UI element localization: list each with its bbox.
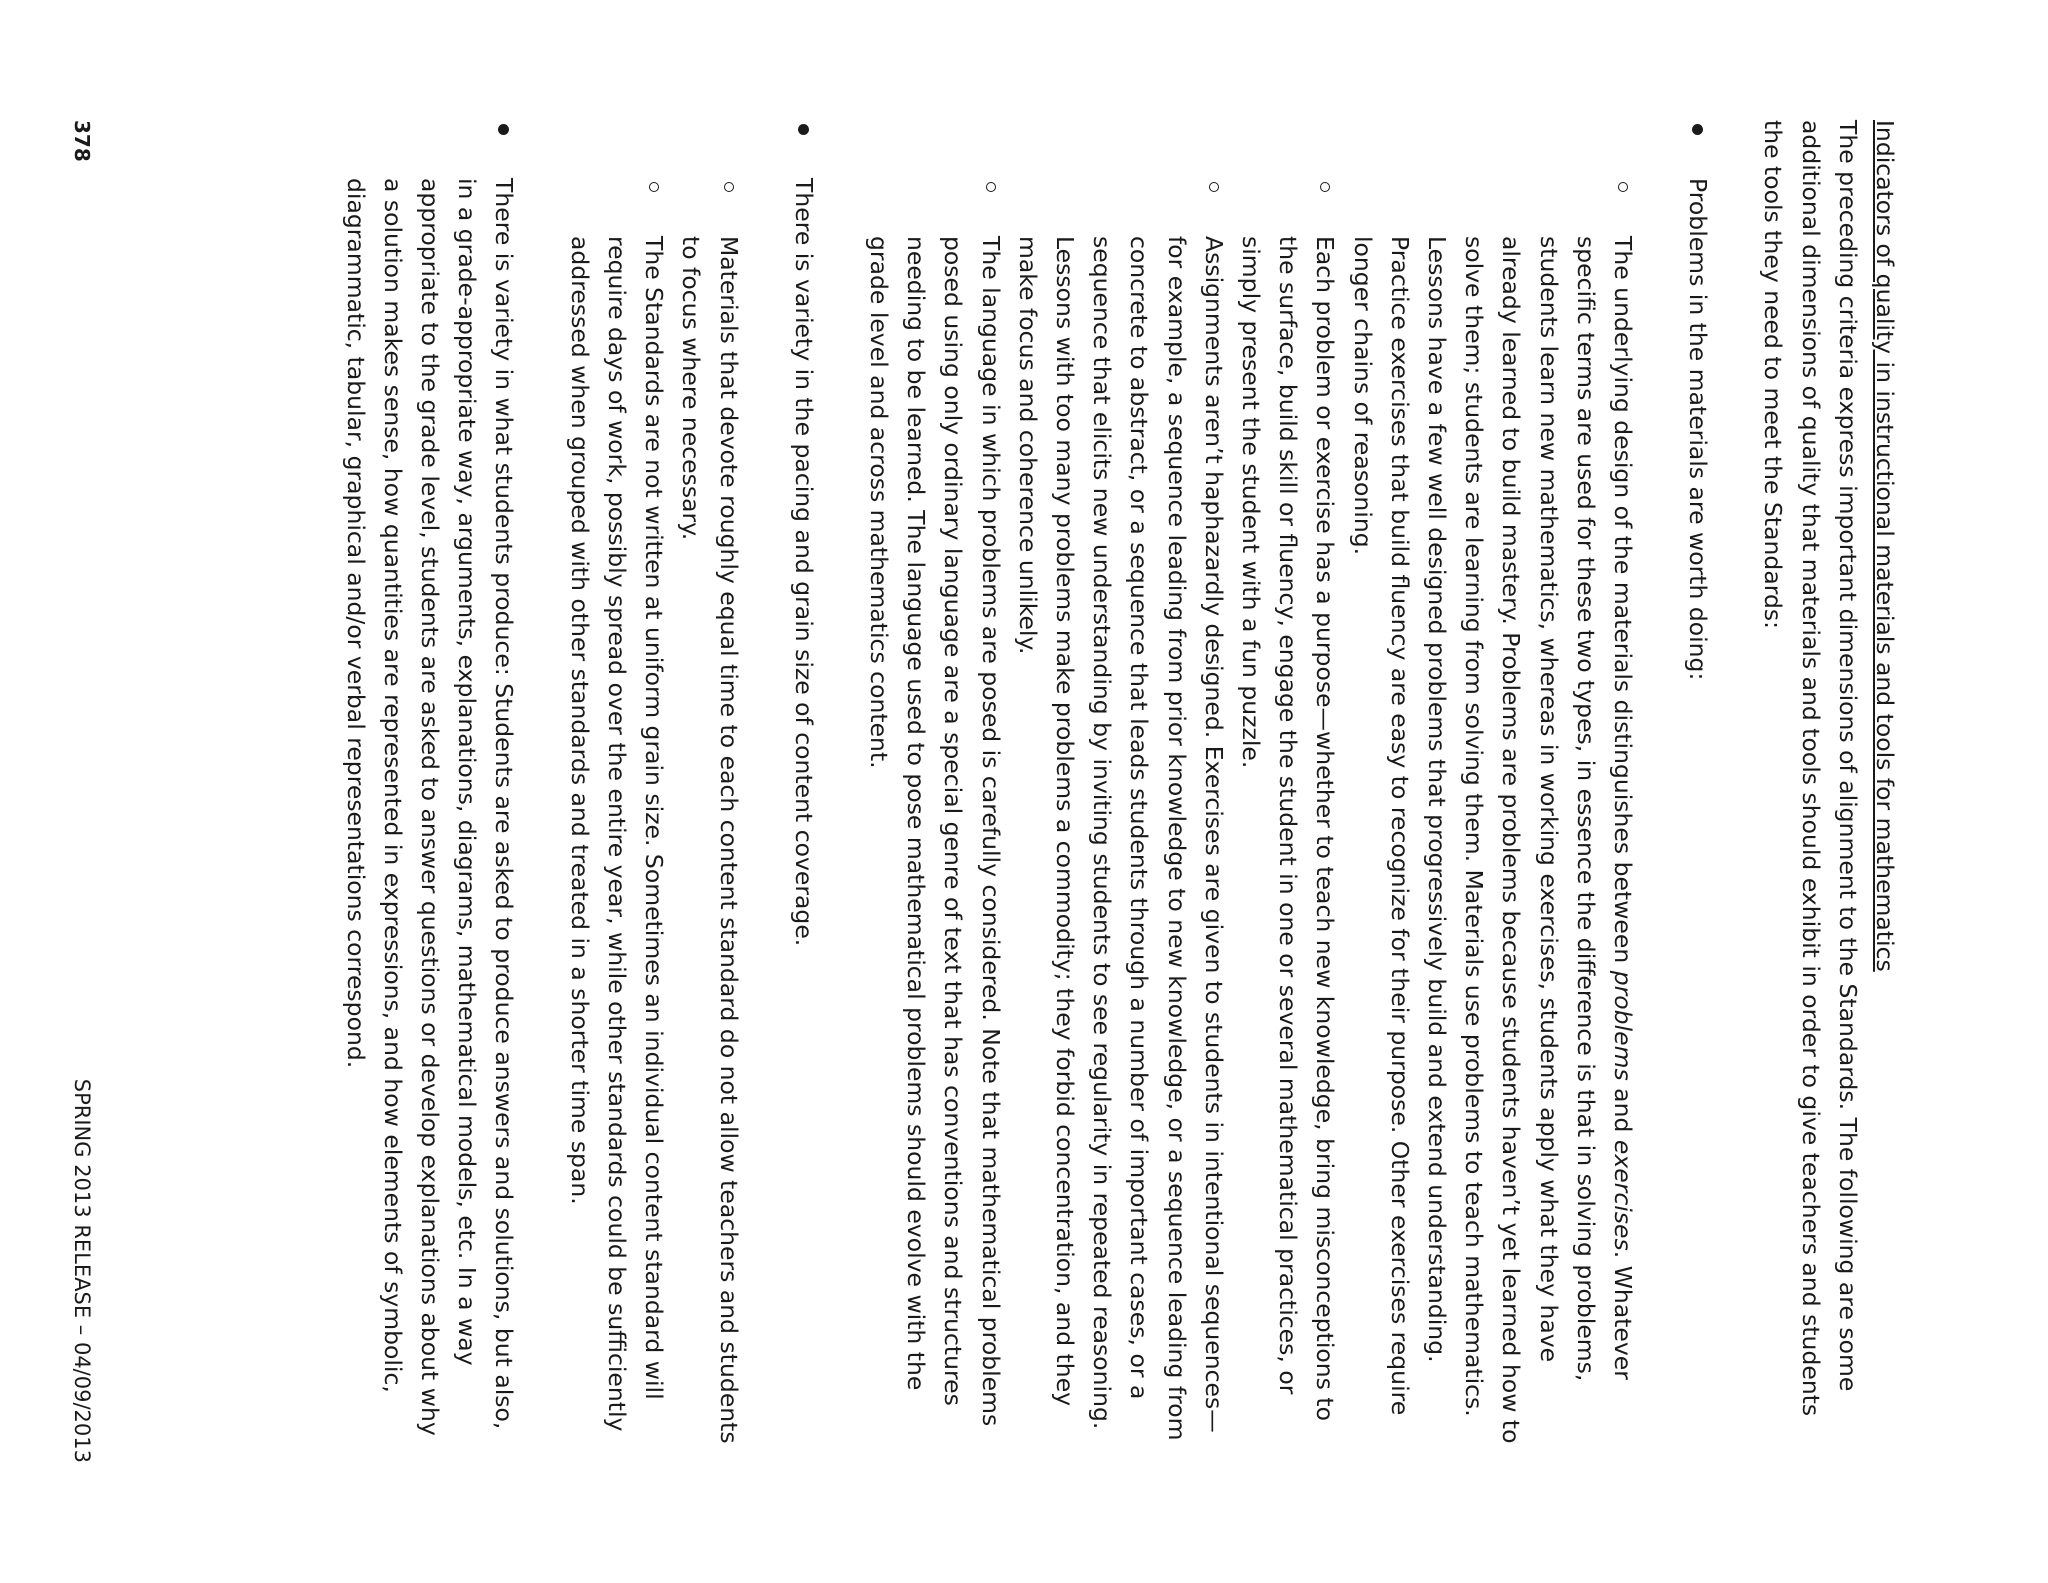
sub-bullet-circle <box>986 182 996 192</box>
sub-bullet-text: The Standards are not written at uniform grain size. Sometimes an individual content standard will require days of work, possibly spread over the entire year, while other standards could be sufficiently addressed when grouped with other standards and treated in a shorter time span. <box>565 236 669 1432</box>
sub-bullet-circle <box>649 182 659 192</box>
sub-bullet-text: Each problem or exercise has a purpose—whether to teach new knowledge, bring misconceptions to the surface, build skill or fluency, engage the student in one or several mathematical practices, or simply present the student with a fun puzzle. <box>1236 236 1340 1421</box>
sub-bullet-purpose <box>1232 120 1344 1450</box>
sub-bullet-circle <box>724 182 734 192</box>
sub-bullet-text: The underlying design of the materials distinguishes between problems and exercises. Whatever specific terms are used for these two types, in essence the difference is that in solving problems, students learn new mathematics, whereas in working exercises, students apply what they have already learned to build mastery. Problems are problems because students haven’t yet learned how to solve them; students are learning from solving them. Materials use problems to teach mathematics. Lessons have a few well designed problems that progressively build and extend understanding. Practice exercises that build fluency are easy to recognize for their purpose. Other exercises require longer chains of reasoning. <box>1348 236 1637 1444</box>
bullet-problems-worth-doing <box>1679 120 1716 1450</box>
sub-bullet-assignments <box>1009 120 1232 1450</box>
page-content <box>336 120 1903 1450</box>
bullet-pacing-grain-size <box>785 120 822 1450</box>
bullet-heading: There is variety in the pacing and grain size of content coverage. <box>789 178 818 947</box>
sub-bullet-language <box>860 120 1009 1450</box>
bullet-dot <box>798 124 809 135</box>
sub-bullet-problems-vs-exercises <box>1343 120 1641 1450</box>
sub-bullet-circle <box>1320 182 1330 192</box>
bullet-variety-students-produce <box>336 120 522 1450</box>
sub-bullet-circle <box>1209 182 1219 192</box>
bullet-dot <box>499 124 510 135</box>
sub-bullet-circle <box>1618 182 1628 192</box>
sub-bullet-equal-time <box>672 120 746 1450</box>
sub-bullet-uniform-grain <box>561 120 673 1450</box>
page-title: Indicators of quality in instructional materials and tools for mathematics <box>1871 120 1899 972</box>
intro-paragraph: The preceding criteria express important dimensions of alignment to the Standards. The following are some additional dimensions of quality that materials and tools should exhibit in order to give teachers and students the tools they need to meet the Standards: <box>1759 120 1862 1417</box>
page-number: 378 <box>70 120 94 162</box>
release-footer: SPRING 2013 RELEASE – 04/09/2013 <box>70 1078 94 1463</box>
bullet-dot <box>1692 124 1703 135</box>
bullet-heading: Problems in the materials are worth doing: <box>1684 178 1713 681</box>
sub-bullet-text: Assignments aren’t haphazardly designed. Exercises are given to students in intentional sequences—for example, a sequence leading from prior knowledge to new knowledge, or a sequence leading from concrete to abstract, or a sequence that leads students through a number of important cases, or a sequence that elicits new understanding by inviting students to see regularity in repeated reasoning. Lessons with too many problems make problems a commodity; they forbid concentration, and they make focus and coherence unlikely. <box>1013 236 1228 1441</box>
sub-bullet-text: Materials that devote roughly equal time to each content standard do not allow teachers and students to focus where necessary. <box>677 236 743 1444</box>
sub-bullet-text: The language in which problems are posed is carefully considered. Note that mathematical problems posed using only ordinary language are a special genre of text that has conventions and structures needing to be learned. The language used to pose mathematical problems should evolve with the grade level and across mathematics content. <box>864 236 1005 1427</box>
bullet-heading: There is variety in what students produce: Students are asked to produce answers and solutions, but also, in a grade-appropriate way, arguments, explanations, diagrams, mathematical models, etc. In a way appropriate to the grade level, students are asked to answer questions or develop explanations about why a solution makes sense, how quantities are represented in expressions, and how elements of symbolic, diagrammatic, tabular, graphical and/or verbal representations correspond. <box>341 178 519 1436</box>
